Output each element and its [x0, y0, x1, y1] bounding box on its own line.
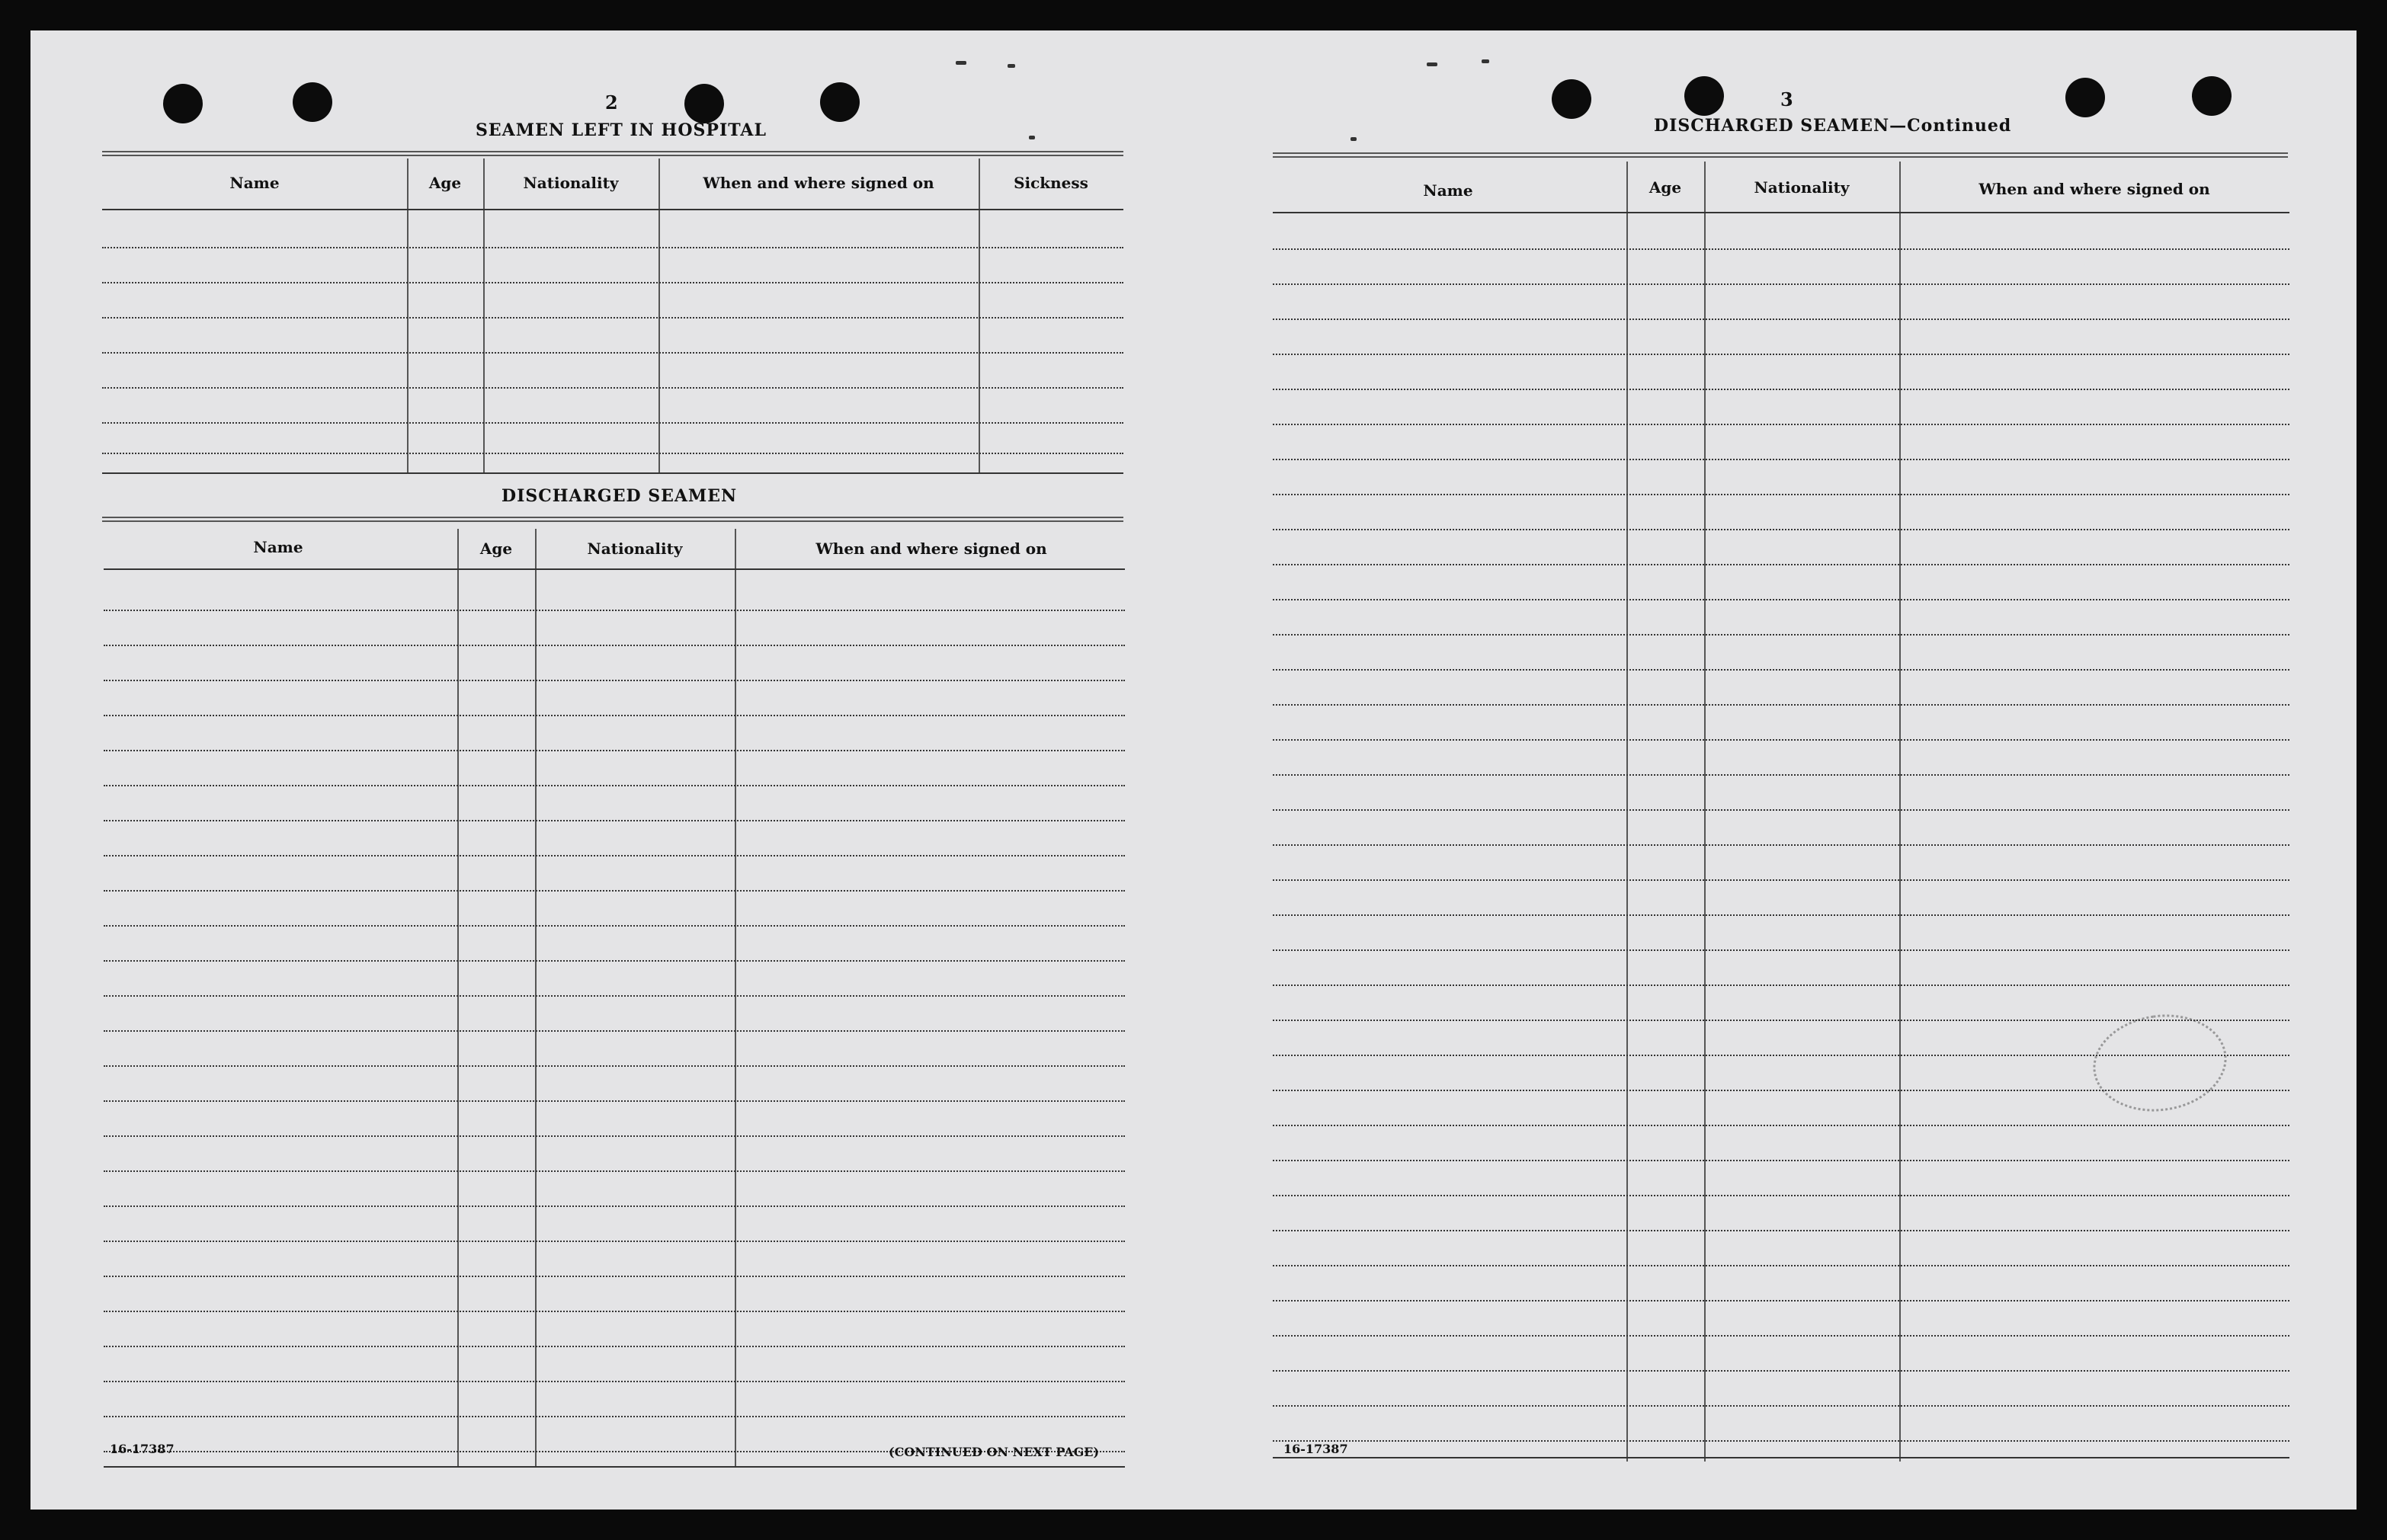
column-divider: [735, 529, 736, 1466]
table-row-line: [1273, 739, 2289, 741]
table-bottom-rule: [1273, 1457, 2289, 1458]
table-row-line: [1273, 1405, 2289, 1407]
faded-stamp: [2087, 1006, 2233, 1119]
table-row-line: [1273, 1300, 2289, 1301]
table-row-line: [1273, 389, 2289, 390]
table-row-line: [1273, 1230, 2289, 1231]
col-header-nationality: Nationality: [587, 539, 683, 558]
table-row-line: [1273, 704, 2289, 706]
table-row-line: [1273, 564, 2289, 565]
col-header-age: Age: [479, 539, 513, 558]
col-header-signed-on: When and where signed on: [815, 539, 1047, 558]
table-row-line: [104, 1065, 1125, 1067]
ledger-sheet: [30, 30, 2357, 1510]
table-row-line: [1273, 949, 2289, 951]
table-row-line: [104, 645, 1125, 646]
table-row-line: [104, 610, 1125, 611]
table-row-line: [104, 1311, 1125, 1312]
table-row-line: [104, 1030, 1125, 1032]
column-divider: [457, 529, 459, 1466]
continued-note: (CONTINUED ON NEXT PAGE): [889, 1445, 1100, 1459]
discharged-continued-title: DISCHARGED SEAMEN—Continued: [1654, 116, 2012, 136]
table-row-line: [1273, 248, 2289, 250]
col-header-name: Name: [1423, 181, 1473, 200]
table-row-line: [1273, 809, 2289, 811]
table-row-line: [1273, 634, 2289, 636]
table-row-line: [1273, 599, 2289, 600]
table-row-line: [104, 785, 1125, 786]
table-row-line: [1273, 1370, 2289, 1372]
table-row-line: [104, 820, 1125, 821]
table-row-line: [1273, 985, 2289, 986]
col-header-sickness: Sickness: [1014, 174, 1088, 192]
form-number: 16-17387: [1283, 1442, 1348, 1456]
table-row-line: [1273, 1160, 2289, 1161]
col-header-signed-on: When and where signed on: [1978, 180, 2210, 198]
table-row-line: [102, 317, 1123, 319]
page-number: 3: [1780, 88, 1793, 110]
table-row-line: [102, 282, 1123, 283]
table-row-line: [104, 1205, 1125, 1207]
col-header-signed-on: When and where signed on: [703, 174, 934, 192]
table-row-line: [1273, 1125, 2289, 1126]
table-bottom-rule: [104, 1466, 1125, 1468]
left-page: [30, 30, 1189, 1510]
table-row-line: [102, 247, 1123, 248]
table-row-line: [104, 1416, 1125, 1417]
table-row-line: [1273, 879, 2289, 881]
table-row-line: [1273, 774, 2289, 776]
table-row-line: [1273, 669, 2289, 671]
column-divider: [1626, 162, 1628, 1462]
table-row-line: [104, 715, 1125, 716]
table-row-line: [102, 352, 1123, 354]
table-row-line: [1273, 354, 2289, 355]
table-row-line: [104, 1170, 1125, 1172]
table-row-line: [1273, 914, 2289, 916]
table-row-line: [104, 680, 1125, 681]
column-divider: [979, 158, 980, 472]
column-divider: [658, 158, 660, 472]
hospital-header-rule: [102, 151, 1123, 156]
table-row-line: [1273, 1195, 2289, 1196]
column-divider: [407, 158, 409, 472]
table-row-line: [104, 1100, 1125, 1102]
hospital-section-title: SEAMEN LEFT IN HOSPITAL: [476, 120, 767, 140]
table-row-line: [102, 387, 1123, 389]
table-row-line: [104, 1346, 1125, 1347]
table-row-line: [104, 1241, 1125, 1242]
table-row-line: [102, 422, 1123, 424]
table-row-line: [1273, 424, 2289, 425]
table-row-line: [104, 1276, 1125, 1277]
table-row-line: [104, 1381, 1125, 1382]
table-row-line: [1273, 459, 2289, 460]
discharged-header-rule: [102, 517, 1123, 522]
table-row-line: [104, 925, 1125, 927]
table-row-line: [1273, 319, 2289, 320]
table-row-line: [104, 890, 1125, 892]
table-row-line: [1273, 494, 2289, 495]
table-row-line: [1273, 1265, 2289, 1266]
table-row-line: [102, 209, 1123, 210]
column-divider: [535, 529, 537, 1466]
right-page: [1189, 30, 2357, 1510]
column-divider: [1899, 162, 1901, 1462]
table-row-line: [1273, 283, 2289, 285]
col-header-name: Name: [253, 538, 303, 556]
table-row-line: [1273, 1440, 2289, 1442]
table-bottom-rule: [102, 472, 1123, 474]
col-header-age: Age: [1648, 178, 1682, 197]
discharged-section-title: DISCHARGED SEAMEN: [501, 486, 738, 506]
col-header-name: Name: [229, 174, 280, 192]
table-row-line: [104, 855, 1125, 856]
table-row-line: [1273, 844, 2289, 846]
table-row-line: [104, 995, 1125, 997]
page-number: 2: [605, 91, 618, 114]
column-divider: [1704, 162, 1706, 1462]
column-divider: [483, 158, 485, 472]
form-number: 16-17387: [110, 1442, 175, 1456]
table-row-line: [102, 453, 1123, 454]
table-row-line: [1273, 529, 2289, 530]
col-header-age: Age: [428, 174, 462, 192]
table-row-line: [104, 568, 1125, 570]
continued-header-rule: [1273, 152, 2288, 158]
col-header-nationality: Nationality: [1754, 178, 1850, 197]
table-row-line: [104, 1135, 1125, 1137]
col-header-nationality: Nationality: [523, 174, 619, 192]
table-row-line: [104, 960, 1125, 962]
table-row-line: [1273, 212, 2289, 213]
table-row-line: [1273, 1335, 2289, 1337]
table-row-line: [104, 750, 1125, 751]
